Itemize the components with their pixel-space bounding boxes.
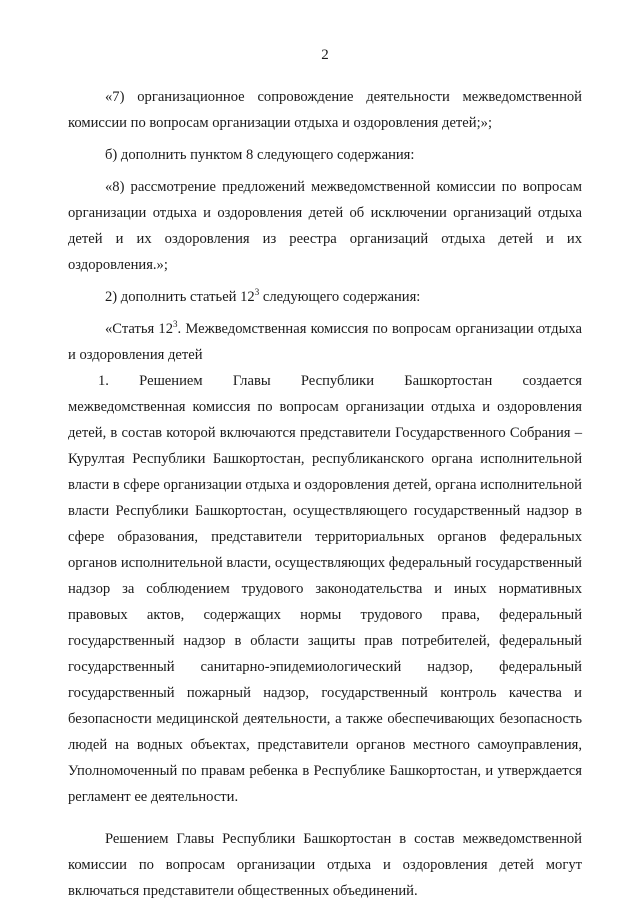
- paragraph-item-8: «8) рассмотрение предложений межведомственной комиссии по вопросам организации отдыха и оздоровления детей об исключении организаций отдыха детей и их оздоровления из реестра организаций отдыха детей и их оздоровления.»;: [68, 179, 582, 273]
- paragraph-2-superscript: 3: [254, 287, 260, 298]
- item-1-body: межведомственная комиссия по вопросам организации отдыха и оздоровления детей, в состав которой включаются представители Государственного Собрания – Курултая Республики Башкортостан, республиканского органа исполнительной власти в сфере организации отдыха и оздоровления детей, органа исполнительной власти Республики Башкортостан, осуществляющего государственный надзор в сфере образования, представители территориальных органов федеральных органов исполнительной власти, осуществляющих федеральный государственный надзор за соблюдением трудового законодательства и иных нормативных правовых актов, содержащих нормы трудового права, федеральный государственный надзор в области защиты прав потребителей, федеральный государственный санитарно-эпидемиологический надзор, федеральный государственный пожарный надзор, государственный контроль качества и безопасности медицинской деятельности, а также обеспечивающих безопасность людей на водных объектах, представители органов местного самоуправления, Уполномоченный по правам ребенка в Республике Башкортостан, и утверждается регламент ее деятельности.: [68, 399, 582, 805]
- paragraph-2-text-end: следующего содержания:: [259, 289, 421, 305]
- item-1-first-line: [68, 368, 582, 394]
- item-1-word: создается: [522, 373, 582, 389]
- article-heading-text: «Статья 12: [105, 321, 174, 337]
- item-1-word: Главы: [232, 373, 271, 389]
- article-heading-title: . Межведомственная комиссия по вопросам организации отдыха и оздоровления детей: [68, 321, 582, 363]
- paragraph-b: б) дополнить пунктом 8 следующего содержания:: [105, 147, 415, 163]
- page-number: 2: [321, 47, 329, 63]
- article-heading: [68, 316, 582, 368]
- final-paragraph: Решением Главы Республики Башкортостан в состав межведомственной комиссии по вопросам организации отдыха и оздоровления детей могут включаться представители общественных объединений.: [68, 831, 582, 899]
- item-1-number: 1.: [98, 373, 109, 389]
- paragraph-item-7: «7) организационное сопровождение деятельности межведомственной комиссии по вопросам организации отдыха и оздоровления детей;»;: [68, 89, 582, 131]
- item-1-word: Решением: [139, 373, 203, 389]
- item-1-word: Республики: [300, 373, 375, 389]
- paragraph-2-text: 2) дополнить статьей 12: [105, 289, 255, 305]
- paragraph-2: [68, 284, 582, 310]
- article-heading-superscript: 3: [173, 319, 178, 330]
- item-1-word: Башкортостан: [404, 373, 493, 389]
